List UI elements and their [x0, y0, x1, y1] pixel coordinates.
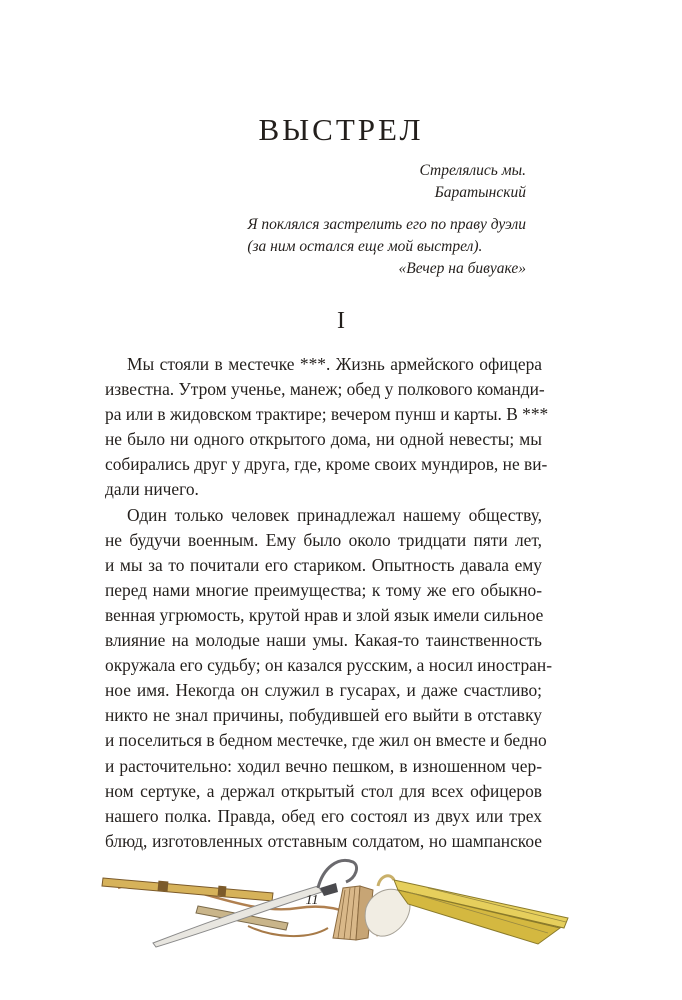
epigraph-bivouac: [226, 214, 526, 280]
epigraph-author: Баратынский: [434, 184, 526, 201]
text-line: ра или в жидовском трактире; вечером пунш и карты. В ***: [105, 404, 549, 425]
saber-hilt-illustration: [318, 860, 357, 888]
text-line: дали ничего.: [105, 479, 199, 500]
text-line: блюд, изготовленных отставным солдатом, но шампанское: [105, 830, 542, 851]
text-line: нашего полка. Правда, обед его состоял из двух или трех: [105, 805, 542, 826]
text-line: Мы стояли в местечке ***. Жизнь армейского офицера: [127, 354, 542, 374]
epigraph-quote-line: Я поклялся застрелить его по праву дуэли: [247, 216, 526, 233]
epigraph-quote-line: (за ним остался еще мой выстрел).: [247, 238, 483, 255]
page-number: 11: [305, 893, 319, 908]
text-line: не будучи военным. Ему было около тридцати пяти лет,: [105, 529, 542, 550]
text-line: ном сертуке, а держал открытый стол для всех офицеров: [105, 780, 542, 801]
text-line: известна. Утром ученье, манеж; обед у полкового команди-: [105, 379, 545, 400]
text-line: ное имя. Некогда он служил в гусарах, и даже счастливо;: [105, 680, 542, 701]
page-title: ВЫСТРЕЛ: [258, 112, 424, 147]
epigraph-baratynsky: [226, 160, 526, 204]
text-line: собирались друг у друга, где, кроме своих мундиров, не ви-: [105, 454, 548, 475]
chapter-number: I: [337, 308, 345, 334]
illustration-saber-umbrella: [98, 848, 578, 948]
epigraph-quote-block: [247, 214, 526, 258]
text-line: и поселиться в бедном местечке, где жил он вместе и бедно: [105, 730, 547, 751]
text-line: и мы за то почитали его стариком. Опытность давала ему: [105, 554, 542, 575]
text-line: окружала его судьбу; он казался русским, а носил иностран-: [105, 655, 553, 676]
epigraph-quote: Стрелялись мы.: [419, 162, 526, 179]
epigraph-source: «Вечер на бивуаке»: [398, 260, 526, 277]
text-line: никто не знал причины, побудившей его выйти в отставку: [105, 705, 542, 726]
text-line: венная угрюмость, крутой нрав и злой язык имели сильное: [105, 604, 544, 625]
text-line: Один только человек принадлежал нашему обществу,: [127, 504, 542, 525]
scabbard-illustration: [102, 878, 273, 901]
text-line: не было ни одного открытого дома, ни одной невесты; мы: [105, 429, 542, 450]
text-line: перед нами многие преимущества; к тому же его обыкно-: [105, 579, 542, 600]
text-line: и расточительно: ходил вечно пешком, в изношенном чер-: [105, 755, 542, 776]
story-body: [105, 352, 553, 854]
text-line: влияние на молодые наши умы. Какая-то таинственность: [105, 630, 542, 651]
